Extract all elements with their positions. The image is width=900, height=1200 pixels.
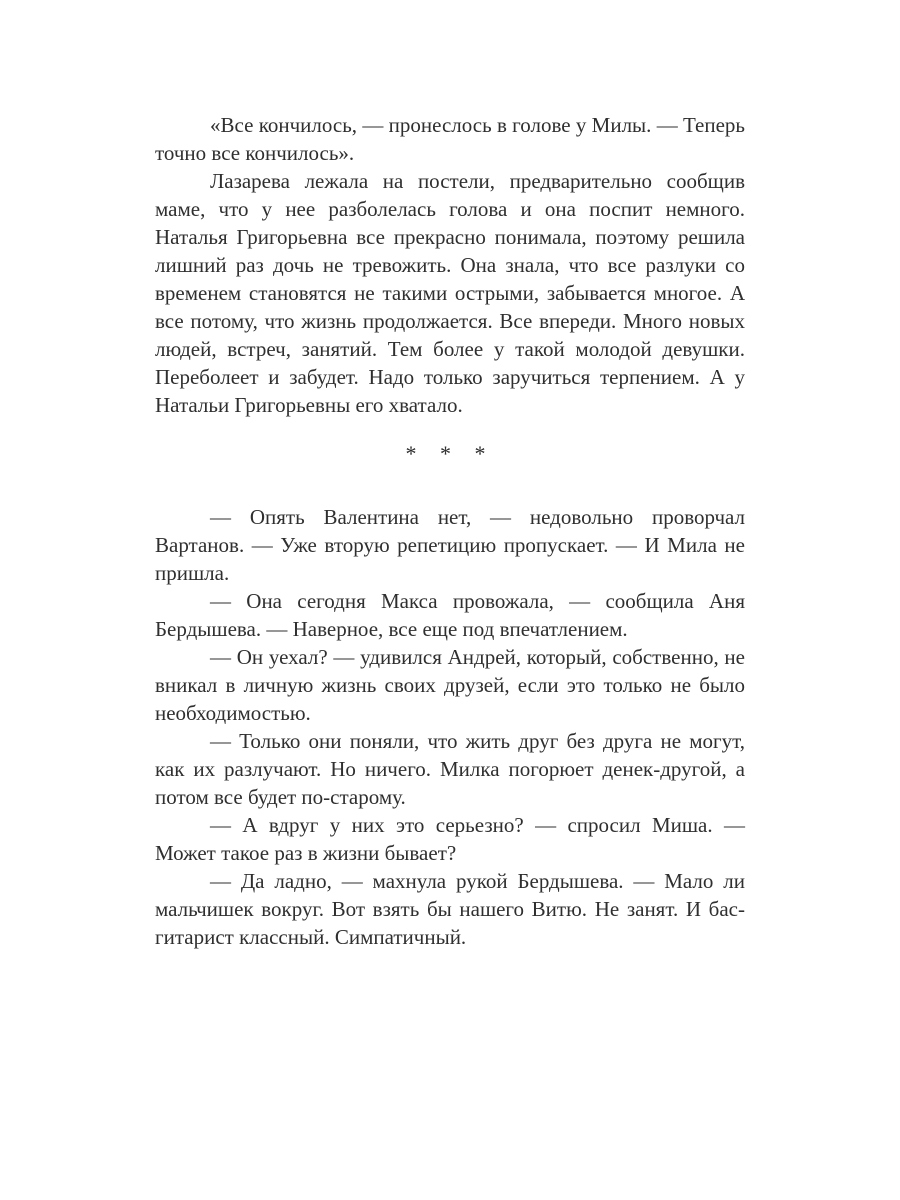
paragraph: — Она сегодня Макса провожала, — сообщила Аня Бердышева. — Наверное, все еще под впечатлением. (155, 589, 745, 641)
text-block (155, 111, 745, 951)
section-divider: * * * (405, 441, 495, 466)
paragraph: «Все кончилось, — пронеслось в голове у Милы. — Теперь точно все кончилось». (155, 113, 745, 165)
paragraph: — Опять Валентина нет, — недовольно проворчал Вартанов. — Уже вторую репетицию пропускает. — И Мила не пришла. (155, 505, 745, 585)
paragraph: — Он уехал? — удивился Андрей, который, собственно, не вникал в личную жизнь своих друзей, если это только не было необходимостью. (155, 645, 745, 725)
paragraph: — Только они поняли, что жить друг без друга не могут, как их разлучают. Но ничего. Милка погорюет денек-другой, а потом все будет по-старому. (155, 729, 745, 809)
paragraph: — А вдруг у них это серьезно? — спросил Миша. — Может такое раз в жизни бывает? (155, 813, 745, 865)
paragraph: — Да ладно, — махнула рукой Бердышева. — Мало ли мальчишек вокруг. Вот взять бы нашего Витю. Не занят. И бас-гитарист классный. Симпатичный. (155, 869, 745, 949)
paragraph: Лазарева лежала на постели, предварительно сообщив маме, что у нее разболелась голова и она поспит немного. Наталья Григорьевна все прекрасно понимала, поэтому решила лишний раз дочь не тревожить. Она знала, что все разлуки со временем становятся не такими острыми, забывается многое. А все потому, что жизнь продолжается. Все впереди. Много новых людей, встреч, занятий. Тем более у такой молодой девушки. Переболеет и забудет. Надо только заручиться терпением. А у Натальи Григорьевны его хватало. (155, 169, 745, 417)
